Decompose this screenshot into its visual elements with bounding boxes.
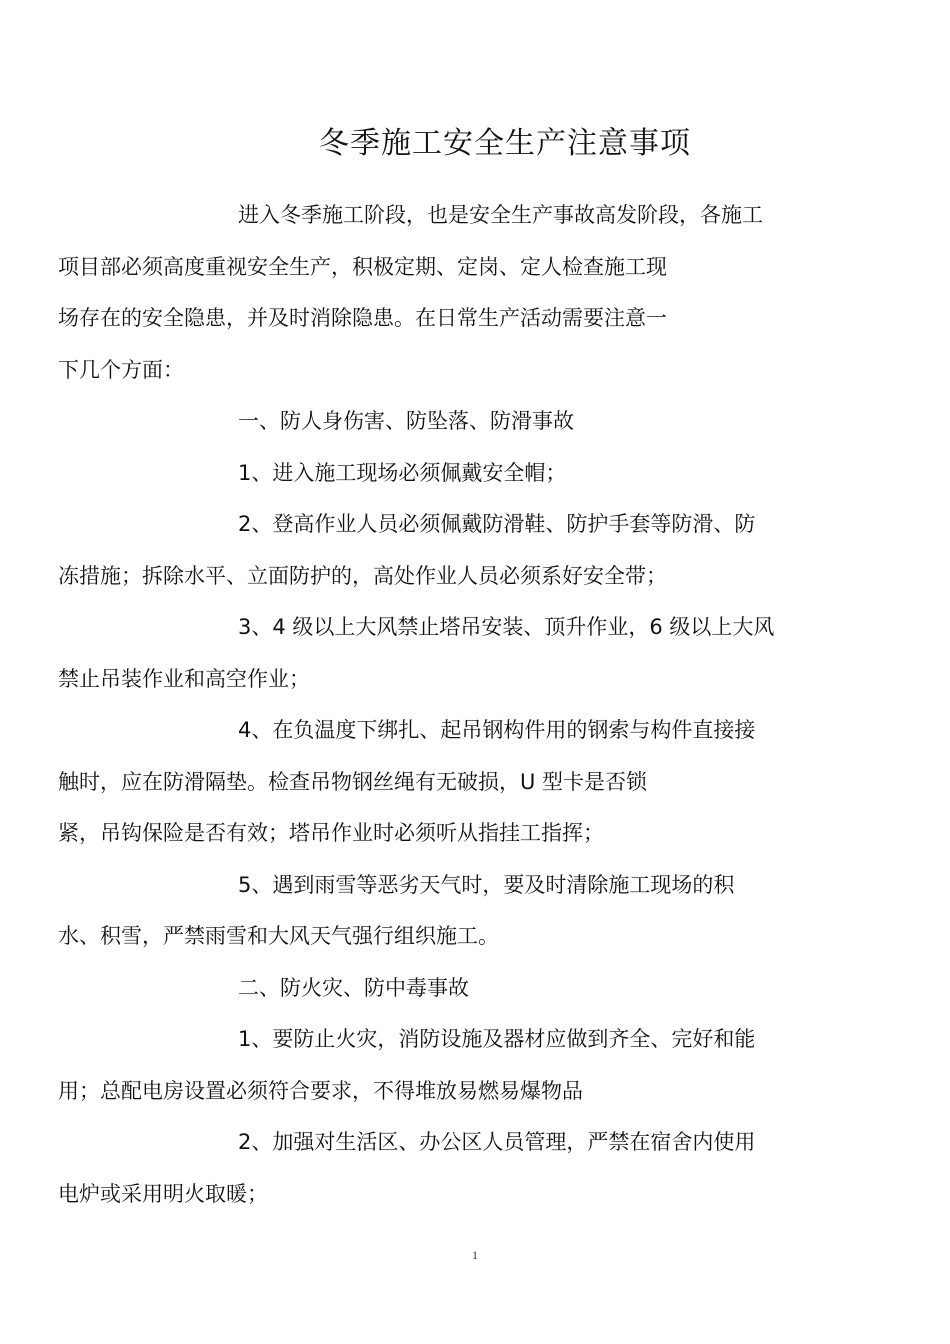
text-line: 紧，吊钩保险是否有效；塔吊作业时必须听从指挂工指挥；	[58, 821, 604, 845]
text-line: 2、加强对生活区、办公区人员管理，严禁在宿舍内使用	[238, 1130, 756, 1154]
text-line: 4、在负温度下绑扎、起吊钢构件用的钢索与构件直接接	[238, 718, 756, 742]
list-item	[58, 1014, 808, 1117]
text-line: 一、防人身伤害、防坠落、防滑事故	[238, 409, 574, 433]
section-heading-2	[148, 963, 808, 1015]
text-line: 1、要防止火灾，消防设施及器材应做到齐全、完好和能	[238, 1027, 756, 1051]
text-line: 进入冬季施工阶段，也是安全生产事故高发阶段，各施工	[238, 203, 763, 227]
paragraph-intro	[58, 190, 808, 396]
list-item	[148, 448, 808, 500]
text-line: 冻措施；拆除水平、立面防护的，高处作业人员必须系好安全带；	[58, 563, 667, 588]
text-line: 触时，应在防滑隔垫。检查吊物钢丝绳有无破损，U 型卡是否锁	[58, 769, 648, 794]
section-heading-1	[148, 396, 808, 448]
list-item	[58, 705, 808, 860]
text-line: 禁止吊装作业和高空作业；	[58, 666, 310, 691]
list-item	[58, 1117, 808, 1220]
text-line: 二、防火灾、防中毒事故	[238, 975, 469, 1000]
text-line: 3、4 级以上大风禁止塔吊安装、顶升作业，6 级以上大风	[238, 615, 775, 639]
text-line: 2、登高作业人员必须佩戴防滑鞋、防护手套等防滑、防	[238, 512, 756, 536]
list-item	[58, 602, 808, 705]
page-number: 1	[472, 1248, 478, 1262]
document-body	[58, 190, 808, 1220]
page-title: 冬季施工安全生产注意事项	[319, 126, 691, 161]
text-line: 项目部必须高度重视安全生产，积极定期、定岗、定人检查施工现	[58, 254, 667, 279]
list-item	[58, 499, 808, 602]
list-item	[58, 860, 808, 963]
text-line: 水、积雪，严禁雨雪和大风天气强行组织施工。	[58, 924, 499, 948]
text-line: 1、进入施工现场必须佩戴安全帽；	[238, 460, 567, 485]
text-line: 下几个方面：	[58, 357, 184, 382]
text-line: 5、遇到雨雪等恶劣天气时，要及时清除施工现场的积	[238, 872, 735, 897]
text-line: 场存在的安全隐患，并及时消除隐患。在日常生产活动需要注意一	[58, 306, 667, 330]
text-line: 用；总配电房设置必须符合要求，不得堆放易燃易爆物品	[58, 1078, 583, 1103]
text-line: 电炉或采用明火取暖；	[58, 1181, 268, 1206]
